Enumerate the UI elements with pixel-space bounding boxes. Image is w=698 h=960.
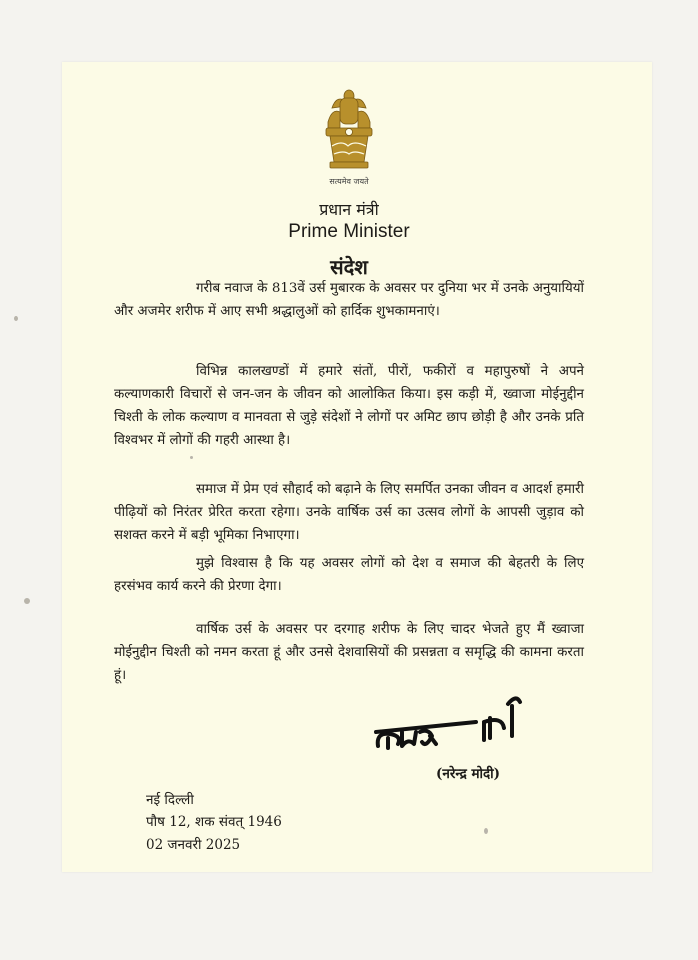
paper-speck xyxy=(484,828,488,834)
paragraph: मुझे विश्वास है कि यह अवसर लोगों को देश व समाज की बेहतरी के लिए हरसंभव कार्य करने की प्रेरणा देगा। xyxy=(114,556,584,594)
signatory-name: (नरेन्द्र मोदी) xyxy=(436,766,501,782)
office-title-hindi: प्रधान मंत्री xyxy=(319,200,379,219)
paragraph: गरीब नवाज के 813वें उर्स मुबारक के अवसर पर दुनिया भर में उनके अनुयायियों और अजमेर शरीफ में आए सभी श्रद्धालुओं को हार्दिक शुभकामनाएं। xyxy=(114,281,584,319)
handwritten-signature xyxy=(372,692,530,760)
paragraph: समाज में प्रेम एवं सौहार्द को बढ़ाने के लिए समर्पित उनका जीवन व आदर्श हमारी पीढ़ियों को निरंतर प्रेरित करता रहेगा। उनके वार्षिक उर्स का उत्सव लोगों के आपसी जुड़ाव को सशक्त करने में बड़ी भूमिका निभाएगा। xyxy=(114,482,584,543)
paper-speck xyxy=(14,316,18,321)
motto: सत्यमेव जयते xyxy=(329,177,369,186)
office-title-english: Prime Minister xyxy=(288,221,410,242)
paragraph: विभिन्न कालखण्डों में हमारे संतों, पीरों, फकीरों व महापुरुषों ने अपने कल्याणकारी विचारों से जन-जन के जीवन को आलोकित किया। इस कड़ी में, ख्वाजा मोईनुद्दीन चिश्ती के लोक कल्याण व मानवता से जुड़े संदेशों ने लोगों पर अमिट छाप छोड़ी है और उनके प्रति विश्वभर में लोगों की गहरी आस्था है। xyxy=(114,364,584,448)
paper-speck xyxy=(190,456,193,459)
message-title: संदेश xyxy=(330,255,368,279)
paper-speck xyxy=(24,598,30,604)
saka-date: पौष 12, शक संवत् 1946 xyxy=(146,814,282,830)
place: नई दिल्ली xyxy=(146,792,194,808)
ashoka-emblem-icon xyxy=(318,88,380,172)
date: 02 जनवरी 2025 xyxy=(146,837,241,853)
paragraph: वार्षिक उर्स के अवसर पर दरगाह शरीफ के लिए चादर भेजते हुए मैं ख्वाजा मोईनुद्दीन चिश्ती को नमन करता हूं और उनसे देशवासियों की प्रसन्नता व समृद्धि की कामना करता हूं। xyxy=(114,622,584,683)
